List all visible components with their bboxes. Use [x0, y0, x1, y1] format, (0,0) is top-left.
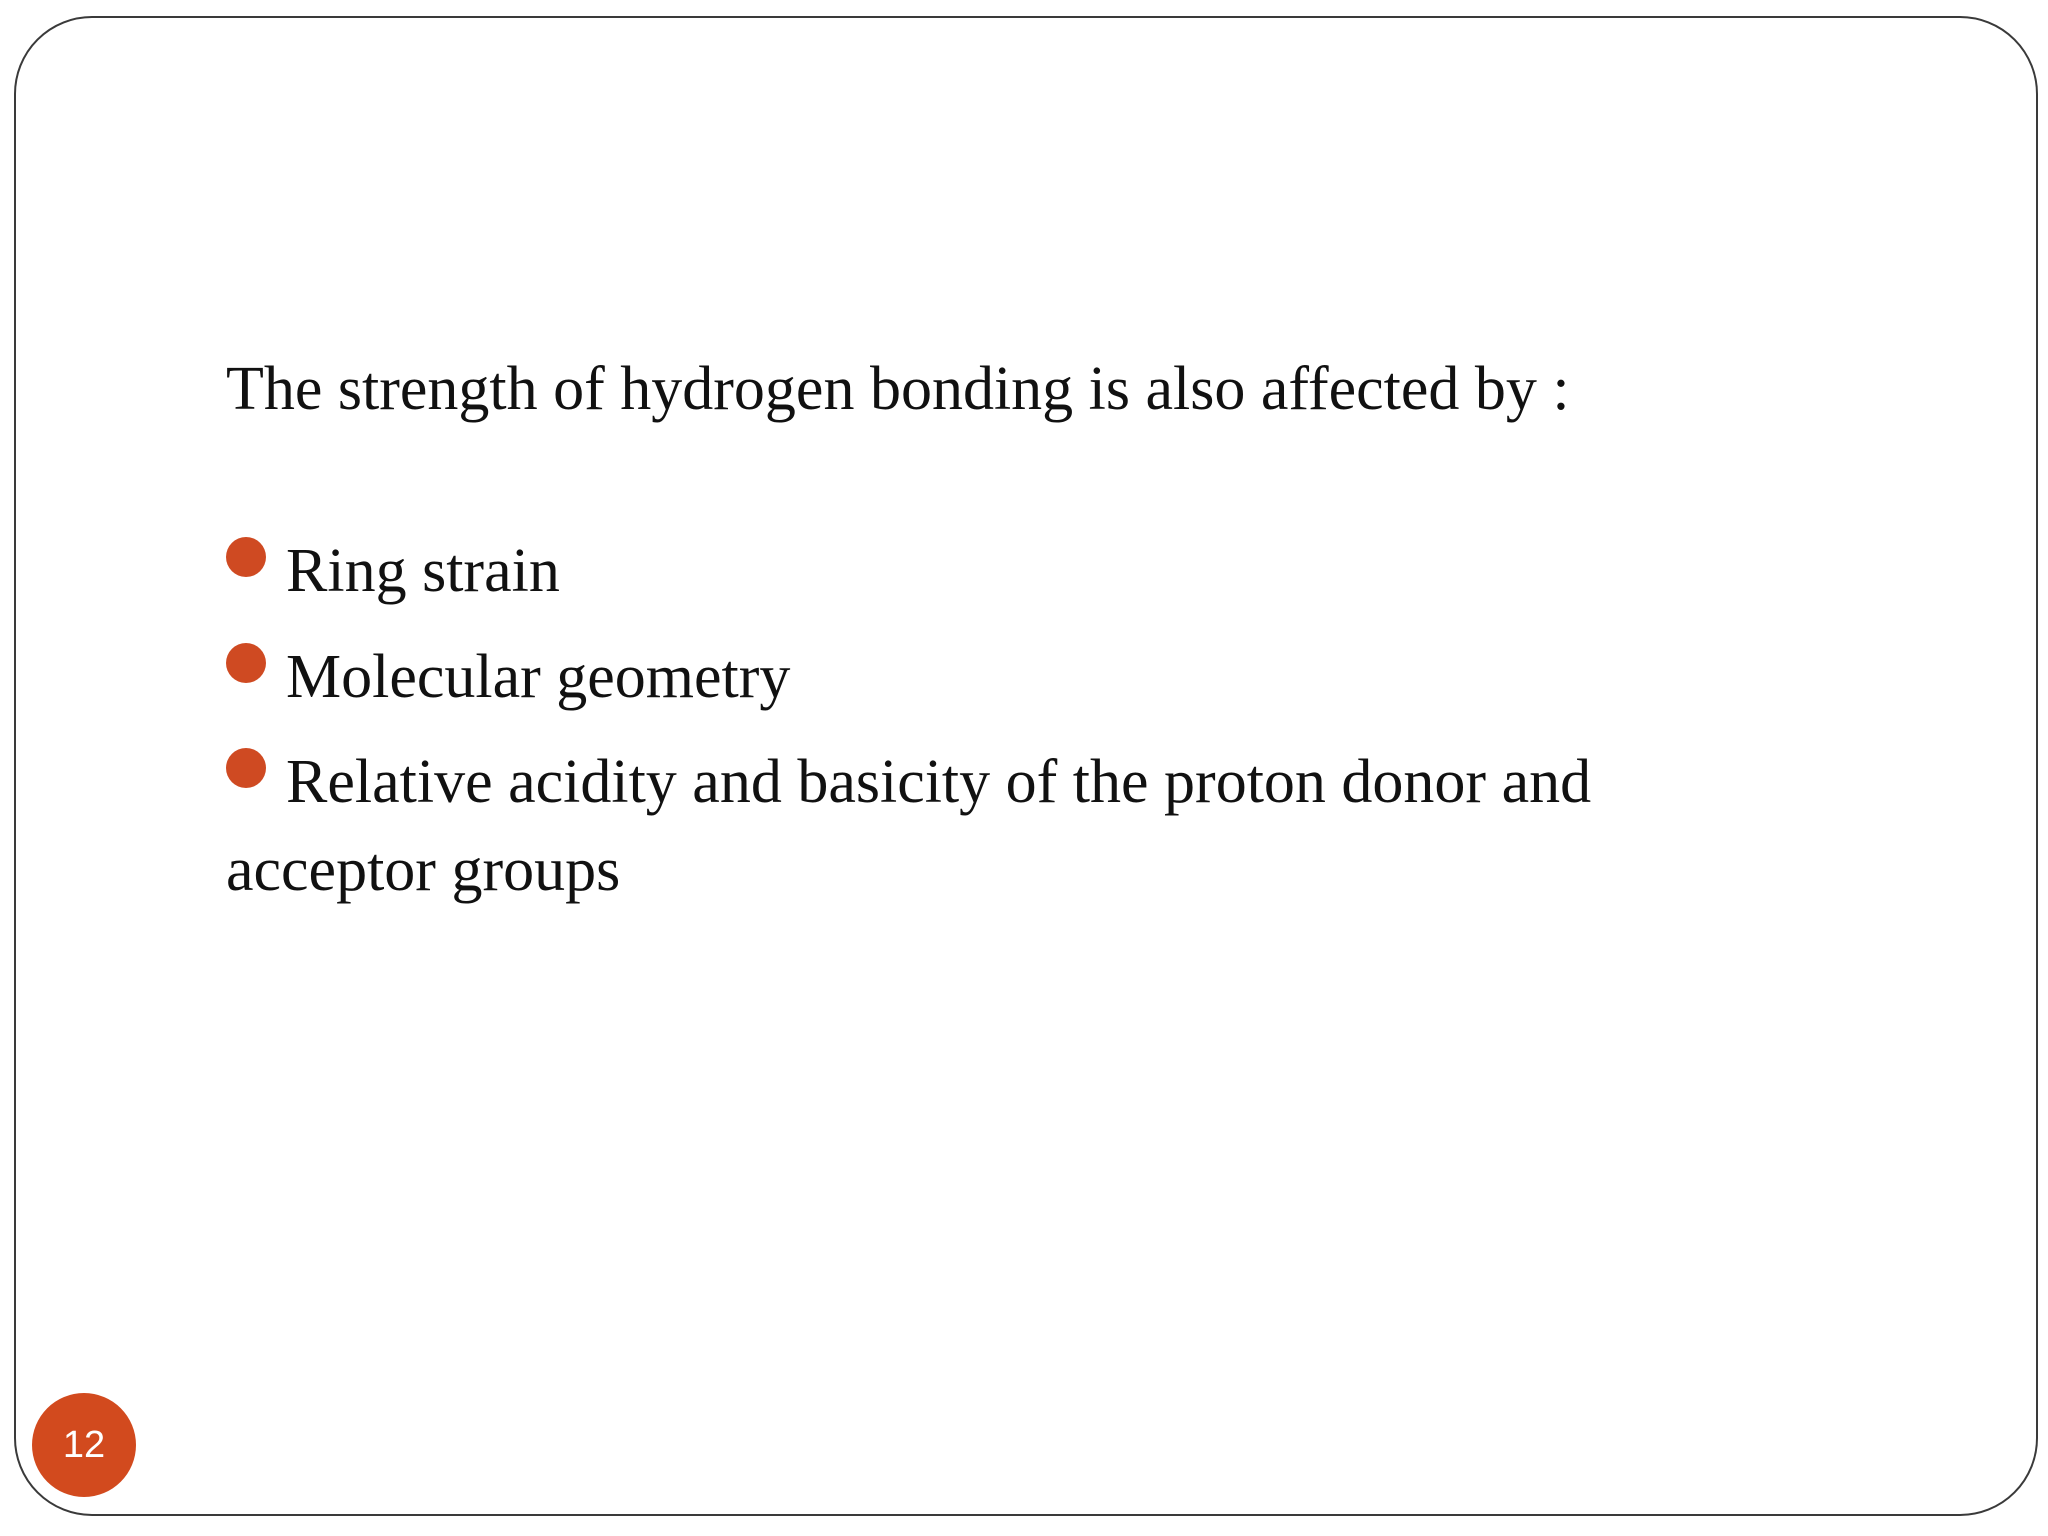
page-number-badge: 12 — [32, 1393, 136, 1497]
bullet-item — [226, 632, 1786, 722]
bullet-list — [226, 526, 1786, 914]
intro-text: The strength of hydrogen bonding is also affected by : — [226, 355, 1570, 423]
bullet-item — [226, 526, 1786, 616]
slide-content — [226, 350, 1786, 930]
bullet-label: Relative acidity and basicity of the proton donor and acceptor groups — [226, 748, 1592, 904]
bullet-item — [226, 738, 1786, 914]
bullet-label: Molecular geometry — [286, 643, 791, 711]
bullet-icon — [226, 643, 266, 683]
bullet-icon — [226, 537, 266, 577]
bullet-label: Ring strain — [286, 537, 560, 605]
bullet-icon — [226, 748, 266, 788]
